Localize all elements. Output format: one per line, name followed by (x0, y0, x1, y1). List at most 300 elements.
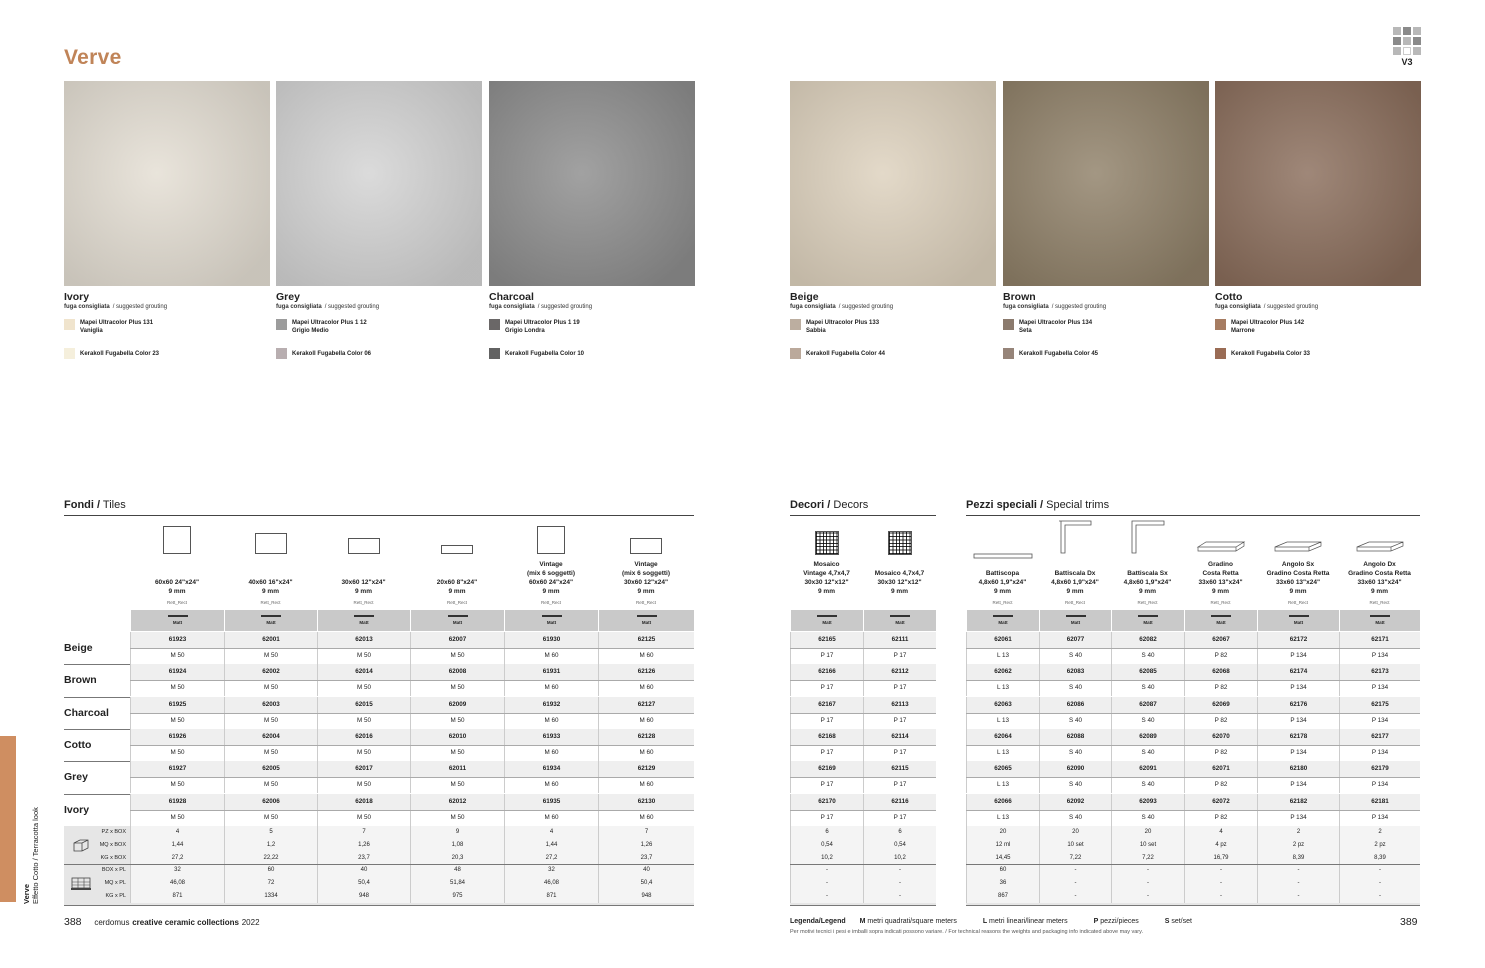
product-code: 61932 (504, 697, 598, 713)
packaging-value: 48 (410, 864, 504, 877)
unit-per-box: M 50 (130, 648, 224, 664)
trim-profile-icon (1355, 541, 1405, 560)
row-color-name: Brown (64, 674, 97, 687)
product-code: 62064 (966, 729, 1039, 745)
grout-chip (276, 348, 287, 359)
packaging-value: 10 set (1111, 839, 1184, 852)
row-subdivider (130, 745, 694, 746)
unit-per-box: M 50 (224, 713, 317, 729)
unit-per-box: L 13 (966, 777, 1039, 793)
row-subdivider (790, 713, 936, 714)
column-header: 20x60 8"x24" 9 mm (436, 579, 478, 595)
unit-per-box: P 17 (863, 648, 936, 664)
unit-per-box: M 60 (598, 745, 694, 761)
packaging-value: 60 (966, 864, 1039, 877)
unit-per-box: M 50 (130, 745, 224, 761)
packaging-value: - (863, 864, 936, 877)
product-code: 62093 (1111, 794, 1184, 810)
product-code: 62112 (863, 664, 936, 680)
unit-per-box: P 134 (1257, 810, 1339, 826)
product-code: 62167 (790, 697, 863, 713)
packaging-value: - (863, 890, 936, 903)
grout-mapei-text (806, 319, 879, 335)
column-header: Gradino Costa Retta 33x60 13"x24" 9 mm (1198, 561, 1243, 595)
finish-cell (224, 610, 317, 631)
packaging-value: - (1257, 864, 1339, 877)
column-header: Battiscala Sx 4,8x60 1,9"x24" 9 mm (1123, 570, 1172, 595)
swatch-name: Beige (790, 291, 819, 303)
product-code: 62015 (317, 697, 410, 713)
rectified-label: Rett_Rect (540, 600, 561, 605)
section-decori: Decori / Decors (790, 499, 869, 511)
trim-profile-icon (1273, 541, 1323, 560)
packaging-value: 1,26 (598, 839, 694, 852)
product-code: 62130 (598, 794, 694, 810)
unit-per-box: P 134 (1339, 745, 1420, 761)
row-subdivider (130, 680, 694, 681)
swatch-name: Charcoal (489, 291, 534, 303)
product-code: 62012 (410, 794, 504, 810)
grouting-label-en: / suggested grouting (1263, 304, 1319, 310)
finish-icon (1370, 615, 1390, 617)
product-code: 62182 (1257, 794, 1339, 810)
grout-chip (276, 319, 287, 330)
grout-chip (1215, 319, 1226, 330)
packaging-value: 975 (410, 890, 504, 903)
column-header: Angolo Dx Gradino Costa Retta 33x60 13"x24" 9 mm (1348, 561, 1411, 595)
packaging-value: 6 (863, 826, 936, 839)
packaging-value: 871 (504, 890, 598, 903)
product-code: 62062 (966, 664, 1039, 680)
column-header: Mosaico 4,7x4,7 30x30 12"x12" 9 mm (874, 570, 925, 595)
packaging-value: 46,08 (130, 877, 224, 890)
row-subdivider (130, 810, 694, 811)
product-code: 62067 (1184, 632, 1257, 648)
grout-mapei-text (1019, 319, 1092, 335)
grout-kerakoll-name: Kerakoll Fugabella Color 33 (1231, 351, 1311, 357)
side-color-band (0, 736, 16, 902)
packaging-value: 2 pz (1339, 839, 1420, 852)
page-number-left: 388 (64, 916, 82, 928)
tile-swatch-brown (1003, 81, 1209, 286)
finish-icon (637, 615, 657, 617)
tile-swatch-charcoal (489, 81, 695, 286)
column-header: Vintage (mix 6 soggetti) 60x60 24"x24" 9 mm (526, 561, 576, 595)
finish-icon (993, 615, 1013, 617)
unit-per-box: S 40 (1111, 810, 1184, 826)
finish-cell (1111, 610, 1184, 631)
packaging-value: 23,7 (317, 852, 410, 865)
section-pezzi: Pezzi speciali / Special trims (966, 499, 1110, 511)
series-badge (1392, 27, 1422, 67)
packaging-value: 4 (504, 826, 598, 839)
rectified-label: Rett_Rect (1210, 600, 1231, 605)
unit-per-box: M 50 (317, 648, 410, 664)
packaging-value: - (1339, 890, 1420, 903)
packaging-value: 22,22 (224, 852, 317, 865)
finish-label: Matt (998, 620, 1008, 625)
grouting-caption (64, 304, 167, 310)
packaging-value: 4 (130, 826, 224, 839)
unit-per-box: M 60 (598, 810, 694, 826)
grout-chip (1003, 319, 1014, 330)
grouting-caption (790, 304, 893, 310)
trim-profile-icon (1057, 519, 1093, 560)
row-subdivider (966, 713, 1420, 714)
rectified-label: Rett_Rect (1137, 600, 1158, 605)
rectified-label: Rett_Rect (260, 600, 281, 605)
unit-per-box: L 13 (966, 810, 1039, 826)
packaging-value: 0,54 (863, 839, 936, 852)
packaging-value: 40 (598, 864, 694, 877)
packaging-value: 8,39 (1339, 852, 1420, 865)
unit-per-box: M 60 (504, 777, 598, 793)
grout-chip (64, 348, 75, 359)
box-icon (72, 838, 90, 857)
swatch-name: Brown (1003, 291, 1036, 303)
grout-mapei-text (80, 319, 153, 335)
packaging-value: 1,2 (224, 839, 317, 852)
table-bottom-rule (64, 905, 694, 906)
unit-per-box: M 50 (130, 810, 224, 826)
product-code: 62017 (317, 761, 410, 777)
unit-per-box: P 17 (790, 680, 863, 696)
product-code: 62173 (1339, 664, 1420, 680)
unit-per-box: M 50 (130, 680, 224, 696)
packaging-value: 4 (1184, 826, 1257, 839)
column-header: Mosaico Vintage 4,7x4,7 30x30 12"x12" 9 mm (803, 561, 850, 595)
grouting-caption (1003, 304, 1106, 310)
page-number-right: 389 (1400, 916, 1418, 928)
grout-mapei-shade: Grigio Londra (505, 328, 545, 334)
unit-per-box: P 82 (1184, 745, 1257, 761)
packaging-value: - (1184, 890, 1257, 903)
product-code: 62002 (224, 664, 317, 680)
column-header: Battiscopa 4,8x60 1,9"x24" 9 mm (978, 570, 1027, 595)
unit-per-box: M 50 (130, 713, 224, 729)
product-code: 61931 (504, 664, 598, 680)
finish-icon (448, 615, 468, 617)
product-code: 61934 (504, 761, 598, 777)
packaging-value: 7,22 (1039, 852, 1111, 865)
section-fondi: Fondi / Tiles (64, 499, 126, 511)
unit-per-box: P 82 (1184, 713, 1257, 729)
unit-per-box: M 50 (410, 810, 504, 826)
product-code: 62111 (863, 632, 936, 648)
finish-icon (1138, 615, 1158, 617)
packaging-value: 2 pz (1257, 839, 1339, 852)
packaging-value: 0,54 (790, 839, 863, 852)
finish-label: Matt (641, 620, 652, 625)
product-code: 62071 (1184, 761, 1257, 777)
finish-label: Matt (822, 620, 832, 625)
grid-icon (1392, 27, 1422, 55)
unit-per-box: P 134 (1339, 777, 1420, 793)
unit-per-box: P 17 (790, 777, 863, 793)
trim-profile-icon (1196, 541, 1246, 560)
grout-chip (790, 319, 801, 330)
product-code: 62125 (598, 632, 694, 648)
section-fondi-rule (64, 515, 694, 516)
unit-per-box: S 40 (1111, 777, 1184, 793)
grouting-label-it: fuga consigliata (1003, 304, 1049, 310)
finish-cell (410, 610, 504, 631)
product-code: 61935 (504, 794, 598, 810)
finish-label: Matt (1293, 620, 1304, 625)
product-code: 62010 (410, 729, 504, 745)
trim-profile-icon (1130, 519, 1166, 560)
column-header: Angolo Sx Gradino Costa Retta 33x60 13"x24" 9 mm (1266, 561, 1330, 595)
unit-per-box: S 40 (1039, 713, 1111, 729)
rectified-label: Rett_Rect (992, 600, 1013, 605)
grout-mapei-text (505, 319, 580, 335)
grout-kerakoll-name: Kerakoll Fugabella Color 45 (1019, 351, 1099, 357)
product-code: 62068 (1184, 664, 1257, 680)
grout-kerakoll-name: Kerakoll Fugabella Color 23 (80, 351, 160, 357)
packaging-value: 948 (598, 890, 694, 903)
packaging-value: 9 (410, 826, 504, 839)
column-header: 60x60 24"x24" 9 mm (154, 579, 200, 595)
finish-icon (261, 615, 281, 617)
tile-format-icon (348, 538, 380, 554)
unit-per-box: L 13 (966, 648, 1039, 664)
product-code: 62177 (1339, 729, 1420, 745)
grout-mapei-shade: Marrone (1231, 328, 1255, 334)
grouting-label-en: / suggested grouting (112, 304, 168, 310)
unit-per-box: P 134 (1339, 680, 1420, 696)
unit-per-box: S 40 (1039, 777, 1111, 793)
finish-icon (1289, 615, 1309, 617)
product-code: 62092 (1039, 794, 1111, 810)
unit-per-box: M 60 (504, 648, 598, 664)
packaging-value: 27,2 (504, 852, 598, 865)
product-code: 62008 (410, 664, 504, 680)
tile-format-icon (630, 538, 662, 554)
packaging-value: 7 (317, 826, 410, 839)
packaging-value: 20,3 (410, 852, 504, 865)
finish-icon (542, 615, 562, 617)
packaging-value: 20 (1111, 826, 1184, 839)
product-code: 62009 (410, 697, 504, 713)
unit-per-box: M 50 (317, 680, 410, 696)
finish-label: Matt (546, 620, 557, 625)
unit-per-box: M 50 (224, 745, 317, 761)
product-code: 62018 (317, 794, 410, 810)
grout-mapei-name: Mapei Ultracolor Plus 131 (80, 320, 154, 326)
packaging-value: 16,79 (1184, 852, 1257, 865)
product-code: 62089 (1111, 729, 1184, 745)
finish-icon (1066, 615, 1086, 617)
grouting-label-it: fuga consigliata (1215, 304, 1261, 310)
product-code: 61927 (130, 761, 224, 777)
packaging-value: 7,22 (1111, 852, 1184, 865)
tile-swatch-beige (790, 81, 996, 286)
product-code: 62077 (1039, 632, 1111, 648)
product-code: 62169 (790, 761, 863, 777)
product-code: 62086 (1039, 697, 1111, 713)
footer-left (64, 916, 260, 928)
product-code: 62178 (1257, 729, 1339, 745)
grout-mapei-name: Mapei Ultracolor Plus 1 12 (292, 320, 367, 326)
product-code: 61923 (130, 632, 224, 648)
unit-per-box: P 17 (863, 810, 936, 826)
packaging-value: - (790, 864, 863, 877)
unit-per-box: P 134 (1257, 777, 1339, 793)
grout-chip (489, 348, 500, 359)
rectified-label: Rett_Rect (1287, 600, 1308, 605)
packaging-value: 72 (224, 877, 317, 890)
product-code: 61926 (130, 729, 224, 745)
finish-cell (598, 610, 694, 631)
finish-cell (1339, 610, 1420, 631)
unit-per-box: S 40 (1039, 648, 1111, 664)
packaging-value: 10,2 (863, 852, 936, 865)
grouting-label-en: / suggested grouting (324, 304, 380, 310)
unit-per-box: P 134 (1257, 745, 1339, 761)
product-code: 62091 (1111, 761, 1184, 777)
unit-per-box: P 134 (1339, 648, 1420, 664)
packaging-value: 871 (130, 890, 224, 903)
product-code: 62129 (598, 761, 694, 777)
packaging-value: 10 set (1039, 839, 1111, 852)
unit-per-box: P 82 (1184, 810, 1257, 826)
product-code: 62083 (1039, 664, 1111, 680)
unit-per-box: S 40 (1111, 745, 1184, 761)
unit-per-box: M 60 (504, 810, 598, 826)
product-code: 62175 (1339, 697, 1420, 713)
row-color-name: Cotto (64, 738, 92, 751)
unit-per-box: M 50 (317, 713, 410, 729)
product-code: 62069 (1184, 697, 1257, 713)
rectified-label: Rett_Rect (166, 600, 187, 605)
unit-per-box: S 40 (1111, 713, 1184, 729)
brand-name: cerdomus (94, 918, 130, 927)
unit-per-box: L 13 (966, 713, 1039, 729)
packaging-value: 14,45 (966, 852, 1039, 865)
tile-swatch-grey (276, 81, 482, 286)
row-subdivider (790, 680, 936, 681)
page-title: Verve (64, 46, 122, 69)
product-code: 62006 (224, 794, 317, 810)
tile-format-icon (255, 533, 287, 554)
product-code: 62070 (1184, 729, 1257, 745)
rectified-label: Rett_Rect (353, 600, 374, 605)
row-subdivider (966, 680, 1420, 681)
product-code: 62172 (1257, 632, 1339, 648)
unit-per-box: M 60 (598, 648, 694, 664)
packaging-value: 2 (1257, 826, 1339, 839)
row-subdivider (790, 810, 936, 811)
row-subdivider (966, 810, 1420, 811)
packaging-label: MQ x BOX (99, 841, 126, 848)
packaging-value: - (1339, 877, 1420, 890)
product-code: 62179 (1339, 761, 1420, 777)
finish-cell (966, 610, 1039, 631)
packaging-value: 7 (598, 826, 694, 839)
row-subdivider (130, 648, 694, 649)
product-code: 62181 (1339, 794, 1420, 810)
tile-swatch-cotto (1215, 81, 1421, 286)
unit-per-box: M 50 (410, 680, 504, 696)
unit-per-box: M 50 (224, 777, 317, 793)
packaging-value: - (790, 890, 863, 903)
section-decori-rule (790, 515, 936, 516)
grout-kerakoll-name: Kerakoll Fugabella Color 10 (505, 351, 585, 357)
packaging-value: 23,7 (598, 852, 694, 865)
unit-per-box: M 50 (317, 745, 410, 761)
table-bottom-rule (966, 905, 1420, 906)
product-code: 62090 (1039, 761, 1111, 777)
unit-per-box: P 17 (863, 745, 936, 761)
grout-mapei-shade: Sabbia (806, 328, 826, 334)
unit-per-box: M 50 (130, 777, 224, 793)
unit-per-box: M 50 (224, 648, 317, 664)
unit-per-box: P 17 (863, 680, 936, 696)
grout-chip (790, 348, 801, 359)
finish-icon (354, 615, 374, 617)
packaging-value: 5 (224, 826, 317, 839)
grout-mapei-name: Mapei Ultracolor Plus 1 19 (505, 320, 580, 326)
rectified-label: Rett_Rect (446, 600, 467, 605)
unit-per-box: L 13 (966, 680, 1039, 696)
packaging-value: - (1184, 877, 1257, 890)
finish-label: Matt (172, 620, 183, 625)
finish-label: Matt (266, 620, 276, 625)
unit-per-box: M 60 (598, 777, 694, 793)
product-code: 62176 (1257, 697, 1339, 713)
packaging-label: BOX x PL (101, 867, 126, 874)
product-code: 62126 (598, 664, 694, 680)
product-code: 62061 (966, 632, 1039, 648)
packaging-value: - (1339, 864, 1420, 877)
packaging-label: KG x PL (105, 893, 126, 899)
packaging-value: 6 (790, 826, 863, 839)
product-code: 62166 (790, 664, 863, 680)
product-code: 62170 (790, 794, 863, 810)
row-subdivider (790, 648, 936, 649)
packaging-value: 1,44 (504, 839, 598, 852)
finish-cell (504, 610, 598, 631)
grouting-caption (489, 304, 592, 310)
finish-icon (1211, 615, 1231, 617)
mosaic-icon (888, 531, 912, 555)
product-code: 61933 (504, 729, 598, 745)
product-code: 62082 (1111, 632, 1184, 648)
product-code: 62016 (317, 729, 410, 745)
product-code: 61924 (130, 664, 224, 680)
packaging-value: 60 (224, 864, 317, 877)
grouting-label-en: / suggested grouting (1051, 304, 1107, 310)
product-code: 61928 (130, 794, 224, 810)
product-code: 62007 (410, 632, 504, 648)
unit-per-box: M 50 (224, 810, 317, 826)
product-code: 62003 (224, 697, 317, 713)
unit-per-box: M 60 (504, 745, 598, 761)
pallet-icon (70, 876, 92, 897)
product-code: 62004 (224, 729, 317, 745)
finish-icon (817, 615, 837, 617)
unit-per-box: P 17 (790, 648, 863, 664)
trim-profile-icon (973, 547, 1033, 565)
grout-mapei-name: Mapei Ultracolor Plus 142 (1231, 320, 1305, 326)
packaging-value: - (1111, 864, 1184, 877)
grout-kerakoll-name: Kerakoll Fugabella Color 06 (292, 351, 372, 357)
swatch-name: Ivory (64, 291, 90, 303)
product-code: 62174 (1257, 664, 1339, 680)
grout-mapei-text (292, 319, 367, 335)
finish-cell (130, 610, 224, 631)
legend: Legenda/Legend M metri quadrati/square meters L metri lineari/linear meters P pezzi/pieces S set/set (790, 918, 1192, 925)
